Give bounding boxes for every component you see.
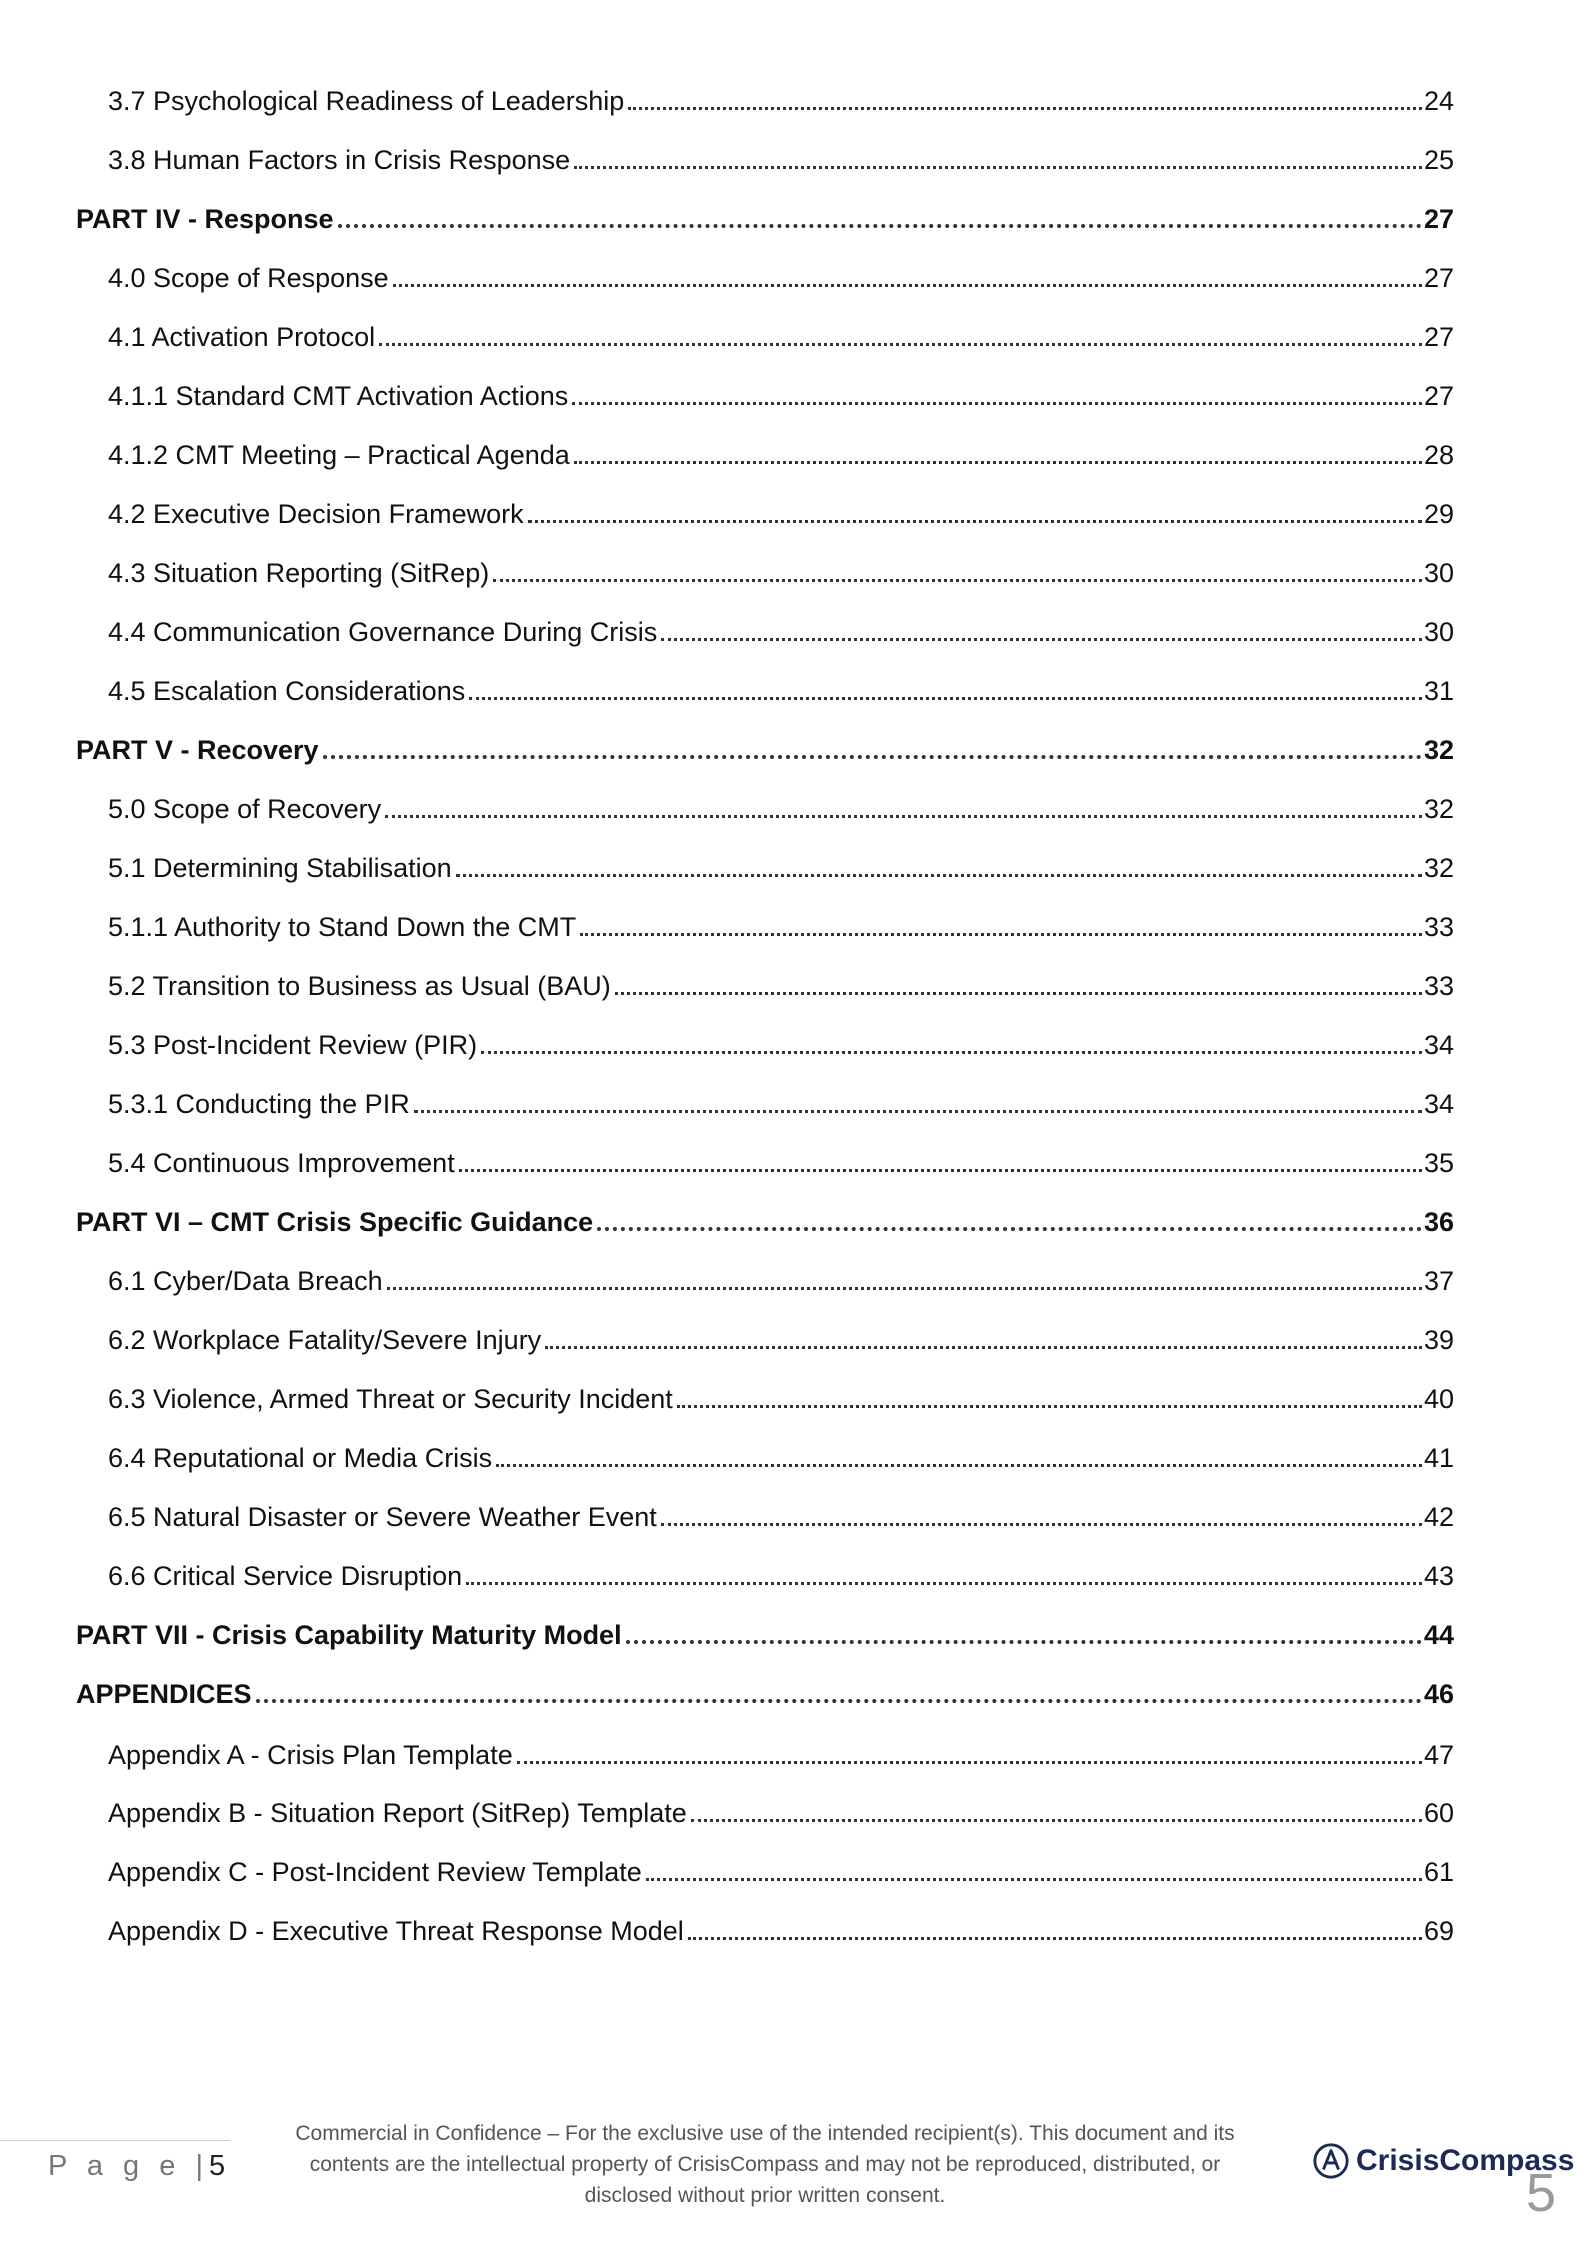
toc-leader-dots — [466, 1572, 1422, 1585]
toc-entry-page: 42 — [1423, 1502, 1454, 1532]
toc-entry[interactable] — [108, 1494, 1454, 1534]
toc-entry[interactable] — [108, 1732, 1454, 1772]
toc-entry-title: APPENDICES — [76, 1679, 252, 1709]
toc-part-entry[interactable] — [76, 1671, 1454, 1711]
toc-entry-title: 4.1.1 Standard CMT Activation Actions — [108, 381, 569, 411]
toc-entry[interactable] — [108, 904, 1454, 944]
toc-entry-title: 3.7 Psychological Readiness of Leadership — [108, 86, 625, 116]
toc-leader-dots — [677, 1395, 1422, 1408]
toc-leader-dots — [393, 274, 1422, 287]
toc-entry-title: 5.4 Continuous Improvement — [108, 1148, 455, 1178]
toc-entry-page: 43 — [1423, 1561, 1454, 1591]
toc-entry[interactable] — [108, 1553, 1454, 1593]
toc-entry-title: 3.8 Human Factors in Crisis Response — [108, 145, 571, 175]
toc-entry-title: PART V - Recovery — [76, 735, 319, 765]
confidentiality-notice — [250, 2118, 1280, 2211]
toc-entry-page: 36 — [1423, 1207, 1454, 1237]
toc-entry[interactable] — [108, 1790, 1454, 1830]
toc-entry[interactable] — [108, 963, 1454, 1003]
toc-entry[interactable] — [108, 1140, 1454, 1180]
toc-leader-dots — [691, 1809, 1422, 1822]
toc-entry-title: 4.1 Activation Protocol — [108, 322, 376, 352]
notice-line: contents are the intellectual property of CrisisCompass and may not be reproduced, distributed, or — [309, 2153, 1221, 2176]
toc-entry-title: 6.1 Cyber/Data Breach — [108, 1266, 383, 1296]
toc-entry-page: 25 — [1423, 145, 1454, 175]
toc-entry-page: 34 — [1423, 1030, 1454, 1060]
toc-leader-dots — [661, 628, 1422, 641]
page-number: 5 — [209, 2150, 226, 2182]
toc-leader-dots — [493, 569, 1422, 582]
page-separator: | — [195, 2150, 209, 2182]
toc-entry[interactable] — [108, 432, 1454, 472]
toc-entry[interactable] — [108, 1317, 1454, 1357]
toc-entry-title: Appendix A - Crisis Plan Template — [108, 1740, 513, 1770]
toc-entry[interactable] — [108, 314, 1454, 354]
toc-entry[interactable] — [108, 137, 1454, 177]
toc-leader-dots — [414, 1100, 1422, 1113]
toc-leader-dots — [688, 1927, 1422, 1940]
toc-entry-page: 27 — [1423, 204, 1454, 234]
toc-entry-page: 33 — [1423, 912, 1454, 942]
toc-entry-page: 37 — [1423, 1266, 1454, 1296]
toc-entry[interactable] — [108, 1435, 1454, 1475]
toc-entry-page: 27 — [1423, 263, 1454, 293]
toc-entry-page: 46 — [1423, 1679, 1454, 1709]
footer-page-number — [48, 2150, 225, 2183]
toc-entry-title: Appendix D - Executive Threat Response Model — [108, 1916, 684, 1946]
toc-entry-title: 5.2 Transition to Business as Usual (BAU) — [108, 971, 611, 1001]
toc-entry-page: 41 — [1423, 1443, 1454, 1473]
toc-entry-page: 60 — [1423, 1798, 1454, 1828]
toc-entry-page: 29 — [1423, 499, 1454, 529]
toc-part-entry[interactable] — [76, 1199, 1454, 1239]
toc-entry[interactable] — [108, 1849, 1454, 1889]
toc-entry-title: 5.3 Post-Incident Review (PIR) — [108, 1030, 478, 1060]
toc-entry-page: 28 — [1423, 440, 1454, 470]
toc-entry-title: 6.5 Natural Disaster or Severe Weather Event — [108, 1502, 657, 1532]
compass-logo-icon — [1312, 2142, 1350, 2180]
toc-entry[interactable] — [108, 845, 1454, 885]
toc-leader-dots — [626, 1630, 1422, 1644]
toc-entry-page: 40 — [1423, 1384, 1454, 1414]
toc-entry[interactable] — [108, 1376, 1454, 1416]
toc-entry[interactable] — [108, 1081, 1454, 1121]
toc-entry-title: 5.0 Scope of Recovery — [108, 794, 382, 824]
toc-entry-title: 4.5 Escalation Considerations — [108, 676, 466, 706]
toc-leader-dots — [496, 1454, 1422, 1467]
toc-entry-page: 30 — [1423, 617, 1454, 647]
toc-entry[interactable] — [108, 668, 1454, 708]
toc-entry-page: 69 — [1423, 1916, 1454, 1946]
toc-entry-title: Appendix B - Situation Report (SitRep) Template — [108, 1798, 687, 1828]
toc-entry-page: 27 — [1423, 322, 1454, 352]
toc-entry-title: PART VII - Crisis Capability Maturity Model — [76, 1620, 622, 1650]
toc-leader-dots — [385, 805, 1422, 818]
toc-entry-page: 30 — [1423, 558, 1454, 588]
toc-part-entry[interactable] — [76, 727, 1454, 767]
toc-part-entry[interactable] — [76, 1612, 1454, 1652]
page-label: P a g e — [48, 2150, 182, 2182]
toc-leader-dots — [517, 1751, 1422, 1764]
toc-entry[interactable] — [108, 1908, 1454, 1948]
toc-leader-dots — [628, 97, 1422, 110]
toc-entry-title: 6.4 Reputational or Media Crisis — [108, 1443, 493, 1473]
toc-entry-page: 44 — [1423, 1620, 1454, 1650]
toc-leader-dots — [615, 982, 1422, 995]
toc-entry-page: 34 — [1423, 1089, 1454, 1119]
toc-entry-page: 32 — [1423, 794, 1454, 824]
toc-entry-page: 27 — [1423, 381, 1454, 411]
toc-entry-title: 5.1.1 Authority to Stand Down the CMT — [108, 912, 577, 942]
toc-entry-title: 4.4 Communication Governance During Crisis — [108, 617, 658, 647]
toc-entry-page: 32 — [1423, 735, 1454, 765]
toc-leader-dots — [379, 333, 1422, 346]
toc-entry-page: 33 — [1423, 971, 1454, 1001]
toc-entry[interactable] — [108, 255, 1454, 295]
notice-line: Commercial in Confidence – For the exclusive use of the intended recipient(s). This document and its — [295, 2122, 1235, 2145]
toc-entry-title: 6.2 Workplace Fatality/Severe Injury — [108, 1325, 542, 1355]
toc-leader-dots — [574, 156, 1422, 169]
toc-entry[interactable] — [108, 1022, 1454, 1062]
brand-name: CrisisCompass — [1356, 2144, 1575, 2177]
toc-leader-dots — [459, 1159, 1422, 1172]
toc-entry-page: 32 — [1423, 853, 1454, 883]
toc-entry-page: 35 — [1423, 1148, 1454, 1178]
toc-entry-title: Appendix C - Post-Incident Review Template — [108, 1857, 642, 1887]
toc-entry-page: 39 — [1423, 1325, 1454, 1355]
toc-leader-dots — [469, 687, 1422, 700]
toc-leader-dots — [572, 392, 1422, 405]
toc-entry-title: 4.3 Situation Reporting (SitRep) — [108, 558, 490, 588]
toc-entry[interactable] — [108, 1258, 1454, 1298]
toc-leader-dots — [661, 1513, 1422, 1526]
toc-entry[interactable] — [108, 550, 1454, 590]
toc-leader-dots — [323, 745, 1422, 759]
toc-leader-dots — [338, 214, 1422, 228]
toc-entry-title: 5.1 Determining Stabilisation — [108, 853, 452, 883]
toc-entry[interactable] — [108, 373, 1454, 413]
corner-page-number: 5 — [1526, 2163, 1557, 2223]
toc-leader-dots — [528, 510, 1422, 523]
toc-leader-dots — [545, 1336, 1422, 1349]
toc-entry[interactable] — [108, 491, 1454, 531]
footer-divider — [0, 2140, 230, 2141]
toc-part-entry[interactable] — [76, 196, 1454, 236]
toc-leader-dots — [481, 1041, 1422, 1054]
toc-leader-dots — [456, 864, 1422, 877]
toc-entry-page: 31 — [1423, 676, 1454, 706]
toc-entry-title: 5.3.1 Conducting the PIR — [108, 1089, 410, 1119]
toc-entry-page: 61 — [1423, 1857, 1454, 1887]
toc-leader-dots — [580, 923, 1422, 936]
toc-entry-title: PART IV - Response — [76, 204, 334, 234]
toc-entry[interactable] — [108, 786, 1454, 826]
toc-entry-title: PART VI – CMT Crisis Specific Guidance — [76, 1207, 594, 1237]
toc-entry-page: 24 — [1423, 86, 1454, 116]
toc-leader-dots — [646, 1868, 1422, 1881]
toc-leader-dots — [574, 451, 1422, 464]
toc-entry-title: 6.3 Violence, Armed Threat or Security Incident — [108, 1384, 673, 1414]
notice-line: disclosed without prior written consent. — [584, 2184, 946, 2207]
toc-entry-title: 4.1.2 CMT Meeting – Practical Agenda — [108, 440, 570, 470]
toc-entry-title: 6.6 Critical Service Disruption — [108, 1561, 463, 1591]
toc-entry-title: 4.0 Scope of Response — [108, 263, 389, 293]
toc-entry[interactable] — [108, 78, 1454, 118]
toc-leader-dots — [597, 1217, 1422, 1231]
toc-leader-dots — [256, 1689, 1422, 1703]
toc-entry[interactable] — [108, 609, 1454, 649]
toc-entry-page: 47 — [1423, 1740, 1454, 1770]
toc-leader-dots — [387, 1277, 1422, 1290]
toc-entry-title: 4.2 Executive Decision Framework — [108, 499, 524, 529]
